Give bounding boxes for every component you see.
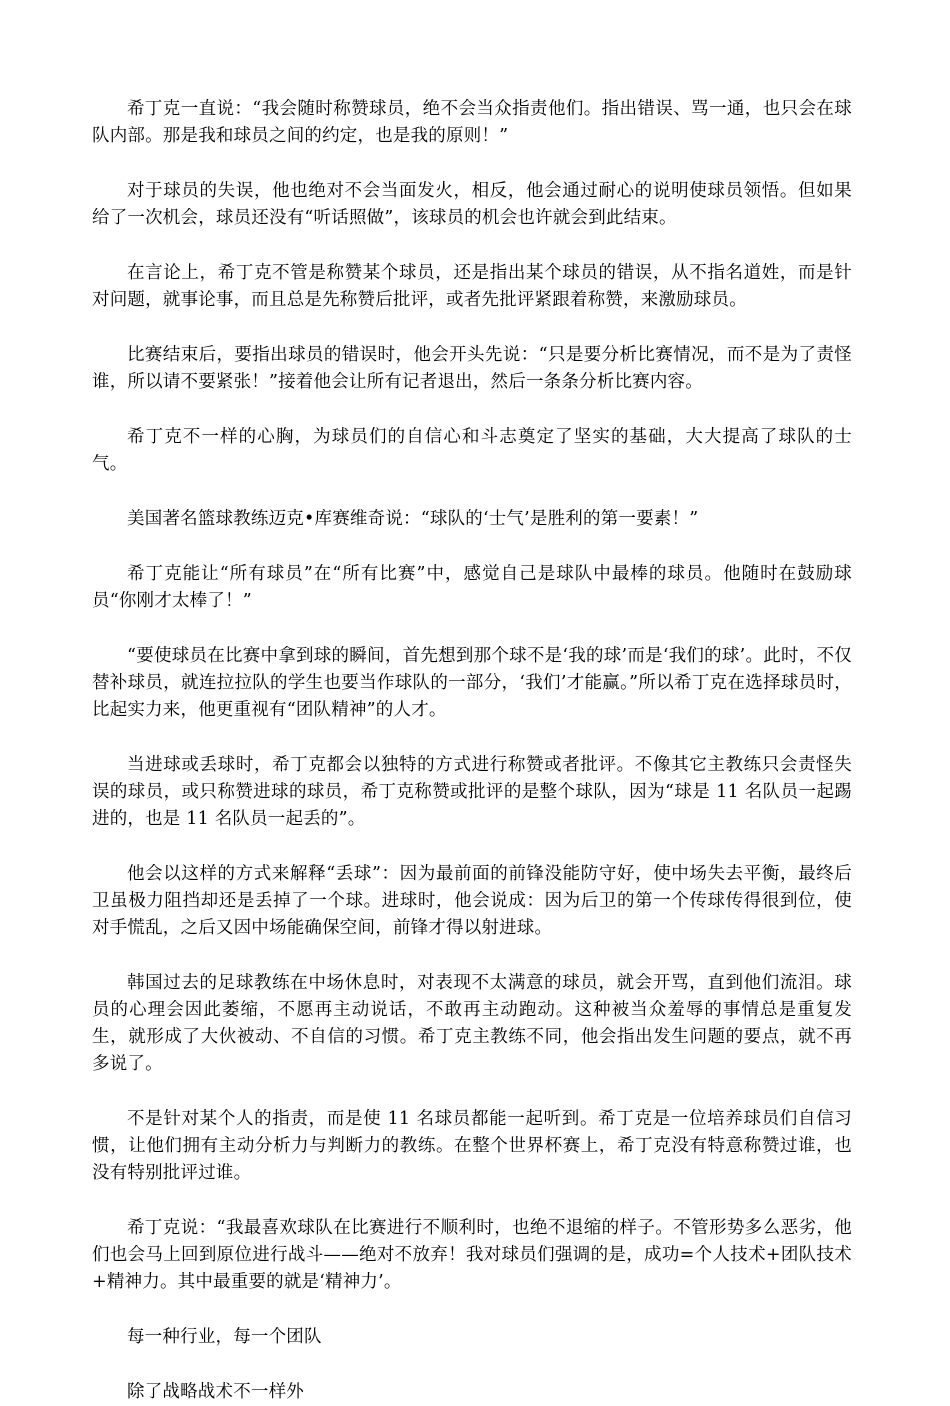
- paragraph: 希丁克能让“所有球员”在“所有比赛”中，感觉自己是球队中最棒的球员。他随时在鼓励球员“你刚才太棒了！”: [92, 564, 852, 611]
- paragraph: 希丁克说：“我最喜欢球队在比赛进行不顺利时，也绝不退缩的样子。不管形势多么恶劣，他们也会马上回到原位进行战斗——绝对不放弃！我对球员们强调的是，成功=个人技术+团队技术+精神力。其中最重要的就是‘精神力’。: [92, 1218, 852, 1292]
- paragraph: 他会以这样的方式来解释“丢球”：因为最前面的前锋没能防守好，使中场失去平衡，最终后卫虽极力阻挡却还是丢掉了一个球。进球时，他会说成：因为后卫的第一个传球传得很到位，使对手慌乱，之后又因中场能确保空间，前锋才得以射进球。: [92, 864, 852, 938]
- paragraph: 在言论上，希丁克不管是称赞某个球员，还是指出某个球员的错误，从不指名道姓，而是针对问题，就事论事，而且总是先称赞后批评，或者先批评紧跟着称赞，来激励球员。: [92, 263, 852, 310]
- paragraph: 每一种行业，每一个团队: [127, 1327, 322, 1347]
- paragraph: 不是针对某个人的指责，而是使 11 名球员都能一起听到。希丁克是一位培养球员们自信习惯，让他们拥有主动分析力与判断力的教练。在整个世界杯赛上，希丁克没有特意称赞过谁，也没有特别批评过谁。: [92, 1109, 852, 1183]
- paragraph: 除了战略战术不一样外: [127, 1382, 304, 1402]
- paragraph: 对于球员的失误，他也绝对不会当面发火，相反，他会通过耐心的说明使球员领悟。但如果给了一次机会，球员还没有“听话照做”，该球员的机会也许就会到此结束。: [92, 181, 852, 228]
- paragraph: “要使球员在比赛中拿到球的瞬间，首先想到那个球不是‘我的球’而是‘我们的球’。此时，不仅替补球员，就连拉拉队的学生也要当作球队的一部分，‘我们’才能赢。”所以希丁克在选择球员时，比起实力来，他更重视有“团队精神”的人才。: [92, 646, 852, 720]
- paragraph: 希丁克一直说：“我会随时称赞球员，绝不会当众指责他们。指出错误、骂一通，也只会在球队内部。那是我和球员之间的约定，也是我的原则！”: [92, 99, 852, 146]
- paragraph: 韩国过去的足球教练在中场休息时，对表现不太满意的球员，就会开骂，直到他们流泪。球员的心理会因此萎缩，不愿再主动说话，不敢再主动跑动。这种被当众羞辱的事情总是重复发生，就形成了大伙被动、不自信的习惯。希丁克主教练不同，他会指出发生问题的要点，就不再多说了。: [92, 973, 852, 1074]
- paragraph: 美国著名篮球教练迈克•库赛维奇说：“球队的‘士气’是胜利的第一要素！”: [127, 509, 699, 529]
- paragraph: 当进球或丢球时，希丁克都会以独特的方式进行称赞或者批评。不像其它主教练只会责怪失误的球员，或只称赞进球的球员，希丁克称赞或批评的是整个球队，因为“球是 11 名队员一起踢进的，也是 11 名队员一起丢的”。: [92, 755, 852, 829]
- paragraph: 希丁克不一样的心胸，为球员们的自信心和斗志奠定了坚实的基础，大大提高了球队的士气。: [92, 427, 852, 474]
- paragraph: 比赛结束后，要指出球员的错误时，他会开头先说：“只是要分析比赛情况，而不是为了责怪谁，所以请不要紧张！”接着他会让所有记者退出，然后一条条分析比赛内容。: [92, 345, 852, 392]
